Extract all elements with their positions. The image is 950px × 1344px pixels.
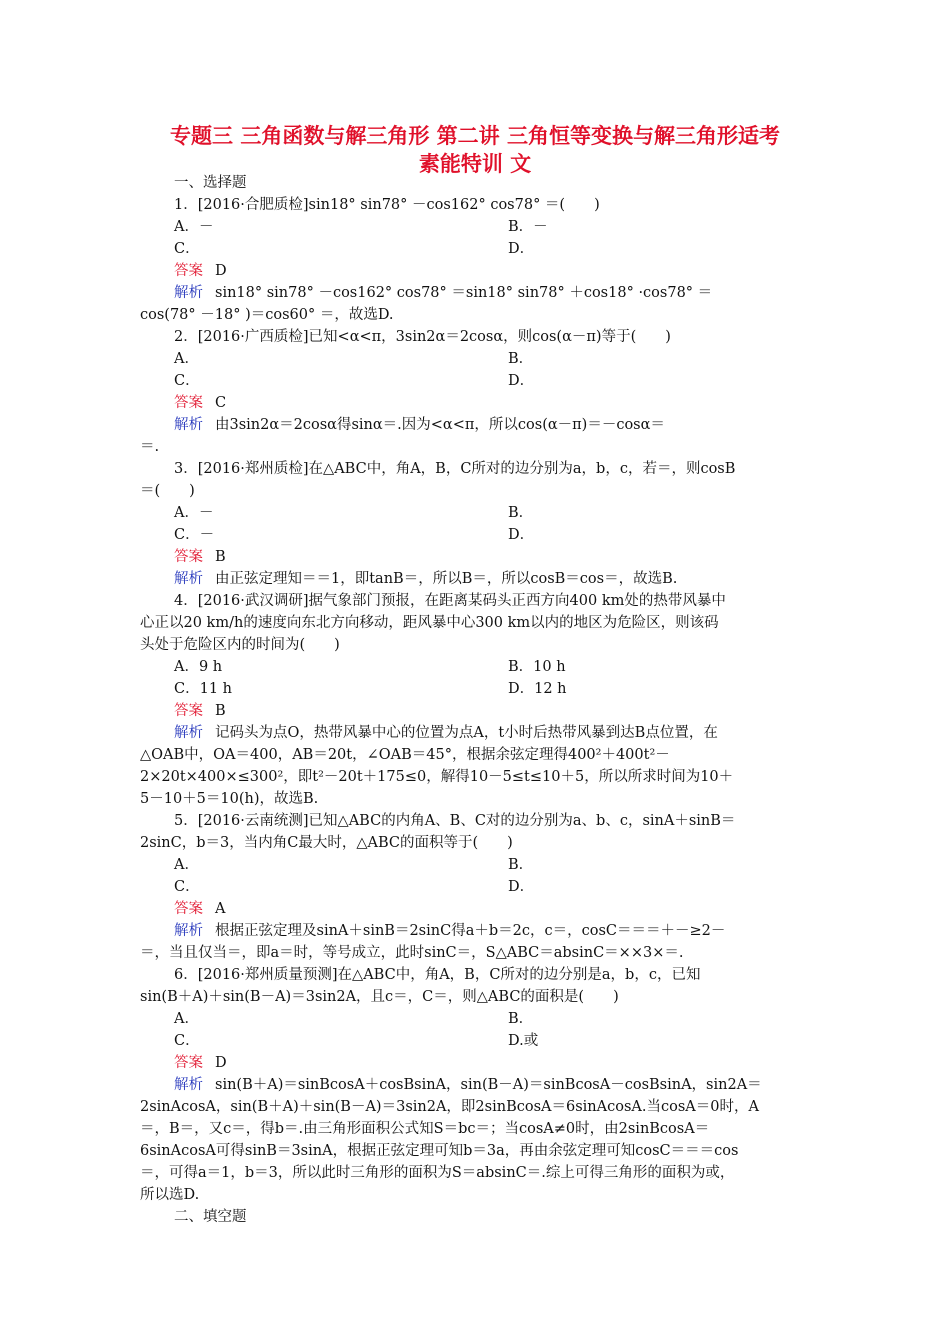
q6-option-d: D.或 [508,1033,539,1049]
q5-stem-line-1: 5．[2016·云南统测]已知△ABC的内角A、B、C对的边分别为a、b、c，sinA＋sinB＝ [174,813,736,829]
q1-explanation-line-1 [174,282,812,304]
explain-label: 解析 [174,1077,203,1093]
q2-option-d: D． [508,373,535,389]
q5-stem-line-2: 2sinC，b＝3，当内角C最大时，△ABC的面积等于( ) [140,835,513,851]
q1-explanation-line-2: cos(78° －18° )＝cos60° ＝，故选D. [140,307,394,323]
q2-answer-value: C [215,395,227,411]
q1-option-d: D． [508,241,535,257]
q5-answer [174,898,812,920]
q4-explanation-line-3: 2×20t×400×≤300²，即t²－20t＋175≤0，解得10－5≤t≤10＋5，所以所求时间为10＋ [140,769,734,785]
q5-option-d: D． [508,879,535,895]
explain-label: 解析 [174,417,203,433]
q3-answer [174,546,812,568]
answer-label: 答案 [174,263,203,279]
q3-stem-line-2: ＝( ) [140,483,195,499]
q3-answer-value: B [215,549,226,565]
q3-option-c: C．－ [174,527,215,543]
q6-explanation-line-2: 2sinAcosA，sin(B＋A)＋sin(B－A)＝3sin2A，即2sinBcosA＝6sinAcosA.当cosA＝0时，A [140,1099,759,1115]
q6-answer [174,1052,812,1074]
q6-answer-value: D [215,1055,227,1071]
q5-explanation-line-1 [174,920,812,942]
q6-option-c: C． [174,1033,200,1049]
q6-explanation-line-5: ＝，可得a＝1，b＝3，所以此时三角形的面积为S＝absinC＝.综上可得三角形的面积为或， [140,1165,735,1181]
q6-stem-line-2: sin(B＋A)＋sin(B－A)＝3sin2A，且c＝，C＝，则△ABC的面积是( ) [140,989,619,1005]
q2-option-a: A． [174,351,199,367]
answer-label: 答案 [174,395,203,411]
q3-option-d: D． [508,527,535,543]
explain-label: 解析 [174,725,203,741]
q1-answer [174,260,812,282]
q2-explanation-line-2: ＝. [140,439,160,455]
q5-option-c: C． [174,879,200,895]
q2-option-b: B． [508,351,534,367]
section-heading-choice: 一、选择题 [174,175,247,191]
q6-exp-text-1: sin(B＋A)＝sinBcosA＋cosBsinA，sin(B－A)＝sinBcosA－cosBsinA，sin2A＝ [215,1077,762,1093]
q4-stem-line-2: 心正以20 km/h的速度向东北方向移动，距风暴中心300 km以内的地区为危险区，则该码 [140,615,719,631]
q6-explanation-line-6: 所以选D. [140,1187,200,1203]
q1-exp-text-1: sin18° sin78° －cos162° cos78° ＝sin18° sin78° ＋cos18° ·cos78° ＝ [215,285,713,301]
q3-option-b: B． [508,505,534,521]
doc-title-line-2: 素能特训 文 [418,152,532,176]
q6-stem-line-1: 6．[2016·郑州质量预测]在△ABC中，角A，B，C所对的边分别是a，b，c，已知 [174,967,701,983]
q2-exp-text-1: 由3sin2α＝2cosα得sinα＝.因为<α<π，所以cos(α－π)＝－cosα＝ [215,417,665,433]
q4-answer [174,700,812,722]
q1-option-a: A．－ [174,219,214,235]
doc-title-line-1: 专题三 三角函数与解三角形 第二讲 三角恒等变换与解三角形适考 [170,124,780,148]
q5-option-b: B． [508,857,534,873]
answer-label: 答案 [174,901,203,917]
q5-option-a: A． [174,857,199,873]
q4-stem-line-3: 头处于危险区内的时间为( ) [140,637,340,653]
q4-answer-value: B [215,703,226,719]
q3-explanation-line-1 [174,568,812,590]
q2-answer [174,392,812,414]
q4-option-b: B．10 h [508,659,566,675]
q3-stem-line-1: 3．[2016·郑州质检]在△ABC中，角A，B，C所对的边分别为a，b，c，若＝，则cosB [174,461,736,477]
q3-exp-text-1: 由正弦定理知＝＝1，即tanB＝，所以B＝，所以cosB＝cos＝，故选B. [215,571,678,587]
q6-explanation-line-3: ＝，B＝，又c＝，得b＝.由三角形面积公式知S＝bc＝；当cosA≠0时，由2sinBcosA＝ [140,1121,710,1137]
q6-option-a: A． [174,1011,199,1027]
q5-exp-text-1: 根据正弦定理及sinA＋sinB＝2sinC得a＋b＝2c，c＝，cosC＝＝＝＋－≥2－ [215,923,726,939]
q4-stem-line-1: 4．[2016·武汉调研]据气象部门预报，在距离某码头正西方向400 km处的热带风暴中 [174,593,726,609]
q5-answer-value: A [215,901,226,917]
explain-label: 解析 [174,571,203,587]
q2-option-c: C． [174,373,200,389]
q2-stem: 2．[2016·广西质检]已知<α<π，3sin2α＝2cosα，则cos(α－π)等于( ) [174,329,671,345]
section-heading-fill: 二、填空题 [174,1209,247,1225]
q5-explanation-line-2: ＝，当且仅当＝，即a＝时，等号成立，此时sinC＝，S△ABC＝absinC＝××3×＝. [140,945,684,961]
q4-explanation-line-4: 5－10＋5＝10(h)，故选B. [140,791,319,807]
q4-option-c: C．11 h [174,681,232,697]
answer-label: 答案 [174,1055,203,1071]
q3-option-a: A．－ [174,505,214,521]
q4-explanation-line-2: △OAB中，OA＝400，AB＝20t，∠OAB＝45°，根据余弦定理得400²＋400t²－ [140,747,670,763]
q4-exp-text-1: 记码头为点O，热带风暴中心的位置为点A，t小时后热带风暴到达B点位置，在 [215,725,718,741]
explain-label: 解析 [174,923,203,939]
q6-option-b: B． [508,1011,534,1027]
q1-stem: 1．[2016·合肥质检]sin18° sin78° －cos162° cos78° ＝( ) [174,197,600,213]
q1-option-b: B．－ [508,219,548,235]
q4-option-a: A．9 h [174,659,223,675]
q1-answer-value: D [215,263,227,279]
q6-explanation-line-1 [174,1074,812,1096]
answer-label: 答案 [174,549,203,565]
explain-label: 解析 [174,285,203,301]
q1-option-c: C． [174,241,200,257]
answer-label: 答案 [174,703,203,719]
q4-option-d: D．12 h [508,681,567,697]
q2-explanation-line-1 [174,414,812,436]
q4-explanation-line-1 [174,722,812,744]
q6-explanation-line-4: 6sinAcosA可得sinB＝3sinA，根据正弦定理可知b＝3a，再由余弦定理可知cosC＝＝＝cos [140,1143,739,1159]
